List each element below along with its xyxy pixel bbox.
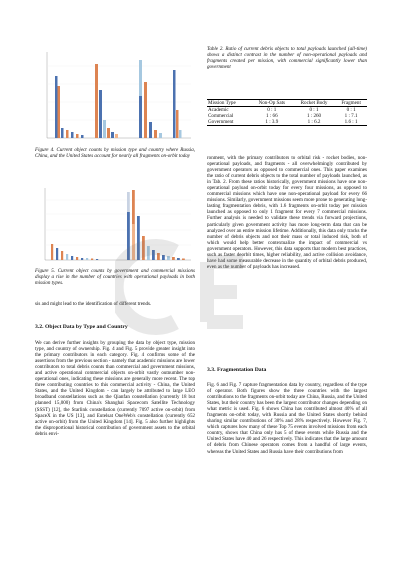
right-body-text: ronment, with the primary contributors to orbital risk - rocket bodies, non-operational payloads, and fragments - all overwhelmingly contributed by government operators as opposed to commercial ones. This paper examines the ratio of current debris objects to the total number of payloads launched, as in Tab. 2. From these ratios historically, government missions have one non-operational payload on-orbit today for every four missions, as opposed to commercial missions which have one non-operational payload for every 66 missions. Similarly, government missions seem more prone to generating long-lasting fragmentation debris, with 1.6 fragments on-orbit today per mission launched as opposed to only 1 fragment for every 7 commercial missions. Further analysis is needed to validate these trends via forward projections, particularly given government activity has more long-term data that can be analyzed over an entire mission lifetime. Additionally, this data only tracks the number of debris objects and not their mass or total induced risk, both of which would help better contextualize the impact of commercial vs government operators. However, this data supports that modern best practices, such as faster deorbit times, higher reliability, and active collision avoidance, have had some measurable decrease in the quantity of orbital debris produced, even as the number of payloads has increased.	[207, 155, 367, 270]
left-continuation-text: sis and might lead to the identification of different trends.	[35, 301, 152, 307]
figure-4-caption: Figure 4. Current object counts by mission type and country where Russia, China, and the United States account for nearly all fragments on-orbit today	[35, 147, 195, 160]
table-cell: 1 : 7.1	[344, 113, 358, 119]
table-header-cell: Rocket Body	[293, 100, 335, 107]
section-3-2-heading: 3.2. Object Data by Type and Country	[35, 324, 128, 330]
table-cell: 0 : 1	[309, 107, 319, 113]
table-2	[207, 99, 367, 126]
table-header-row	[207, 100, 367, 107]
table-cell: 1 : 66	[266, 113, 278, 119]
table-header-cell: Mission Type	[207, 100, 251, 107]
table-cell: 0 : 1	[267, 107, 277, 113]
table-cell: 1.6 : 1	[335, 119, 367, 126]
figure-5-chart	[35, 184, 195, 266]
section-3-3-heading: 3.3. Fragmentation Data	[207, 367, 267, 373]
section-3-3-body: Fig. 6 and Fig. 7 capture fragmentation data by country, regardless of the type of operator. Both figures show the three countries with the largest contributions to the fragments on-orbit today are China, Russia, and the United States, but their country has been the largest contributor changes depending on what metric is used. Fig. 6 shows China has contributed almost 40% of all fragments on-orbit today, with Russia and the United States shortly behind sharing similar contributions of 30% and 28% respectively. However Fig. 7, which captures how many of these Top 75 events involved missions from each country, shows that China only has 5 of these events while Russia and the United States have 40 and 26 respectively. This indicates that the large amount of debris from Chinese operators comes from a handful of large events, whereas the United States and Russia have their contributions from	[207, 382, 367, 455]
section-3-2-body: We can derive further insights by grouping the data by object type, mission type, and country of ownership. Fig. 4 and Fig. 5 provide greater insight into the primary contributors in each category. Fig. 4 confirms some of the assertions from the previous section - namely that academic missions are lower contributors to total debris counts than commercial and government missions, and active operational commercial objects on-orbit vastly outnumber non-operational ones, indicating these missions are generally more recent. The top three contributing countries to this commercial activity - China, the United States, and the United Kingdom - can largely be attributed to large LEO broadband constellations such as the Qianfan constellation (currently 18 but planned 15,000) from China's Shanghai Spacecom Satellite Technology (SSST) [12], the Starlink constellation (currently 7097 active on-orbit) from SpaceX in the US [13], and Eutelsat OneWeb's constellation (currently 652 active on-orbit) from the United Kingdom [14]. Fig. 5 also further highlights the disproportional historical contribution of government assets to the orbital debris envi-	[35, 340, 195, 437]
table-cell: 1 : 260	[306, 113, 322, 119]
table-cell: 1 : 3.9	[251, 119, 293, 126]
table-cell: 0 : 1	[346, 107, 356, 113]
figure-5-caption: Figure 5. Current object counts by government and commercial missions display a rise in the number of countries with operational payloads in both mission types.	[35, 268, 195, 287]
table-cell: Government	[207, 119, 251, 126]
table-cell: Academic	[208, 107, 229, 113]
figure-4-chart	[35, 46, 195, 146]
table-2-caption: Table 2. Ratio of current debris objects to total payloads launched (all-time) shows a distinct contrast in the number of non-operational payloads and fragments created per mission, with commercial significantly lower than government	[207, 46, 367, 71]
table-row	[207, 119, 367, 126]
table-2-wrapper	[207, 99, 367, 126]
table-header-cell: Fragment	[335, 100, 367, 107]
table-header-cell: Non-Op Sats	[251, 100, 293, 107]
table-cell: 1 : 6.2	[293, 119, 335, 126]
table-cell: Commercial	[208, 113, 234, 119]
